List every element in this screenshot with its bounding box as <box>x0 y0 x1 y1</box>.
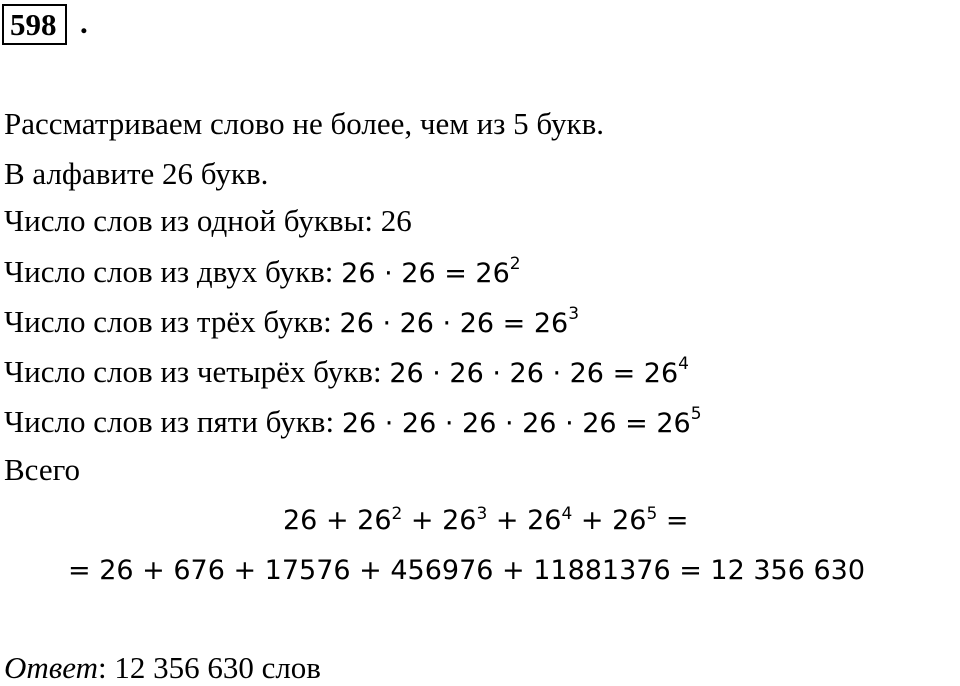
two-letter-line <box>4 254 521 292</box>
total-label: Всего <box>4 452 81 487</box>
two-letter-text: Число слов из двух букв: <box>4 254 342 289</box>
sum-result-line: = 26 + 676 + 17576 + 456976 + 11881376 = 12 356 630 <box>68 555 866 586</box>
three-letter-text: Число слов из трёх букв: <box>4 304 340 339</box>
two-letter-formula: $26 \cdot 26 = 26^2$ <box>341 254 521 289</box>
five-letter-text: Число слов из пяти букв: <box>4 404 342 439</box>
four-letter-line <box>4 354 689 392</box>
answer-value: : 12 356 630 слов <box>97 650 321 685</box>
four-letter-text: Число слов из четырёх букв: <box>4 354 390 389</box>
three-letter-formula: $26 \cdot 26 \cdot 26 = 26^3$ <box>339 304 580 339</box>
three-letter-line <box>4 304 579 342</box>
problem-number-dot: . <box>80 5 88 40</box>
one-letter-line: Число слов из одной буквы: 26 <box>4 203 412 238</box>
four-letter-formula: $26 \cdot 26 \cdot 26 \cdot 26 = 26^4$ <box>389 354 689 389</box>
alphabet-line: В алфавите 26 букв. <box>4 156 269 191</box>
problem-number: 598 <box>10 7 57 42</box>
answer-label: Ответ <box>4 650 98 685</box>
statement-line: Рассматриваем слово не более, чем из 5 букв. <box>4 106 604 141</box>
five-letter-line <box>4 404 702 442</box>
sum-formula-line: $26 + 26^2 + 26^3 + 26^4 + 26^5$ = <box>283 504 689 536</box>
problem-number-box <box>2 4 67 45</box>
five-letter-formula: $26 \cdot 26 \cdot 26 \cdot 26 \cdot 26 = 26^5$ <box>341 404 702 439</box>
